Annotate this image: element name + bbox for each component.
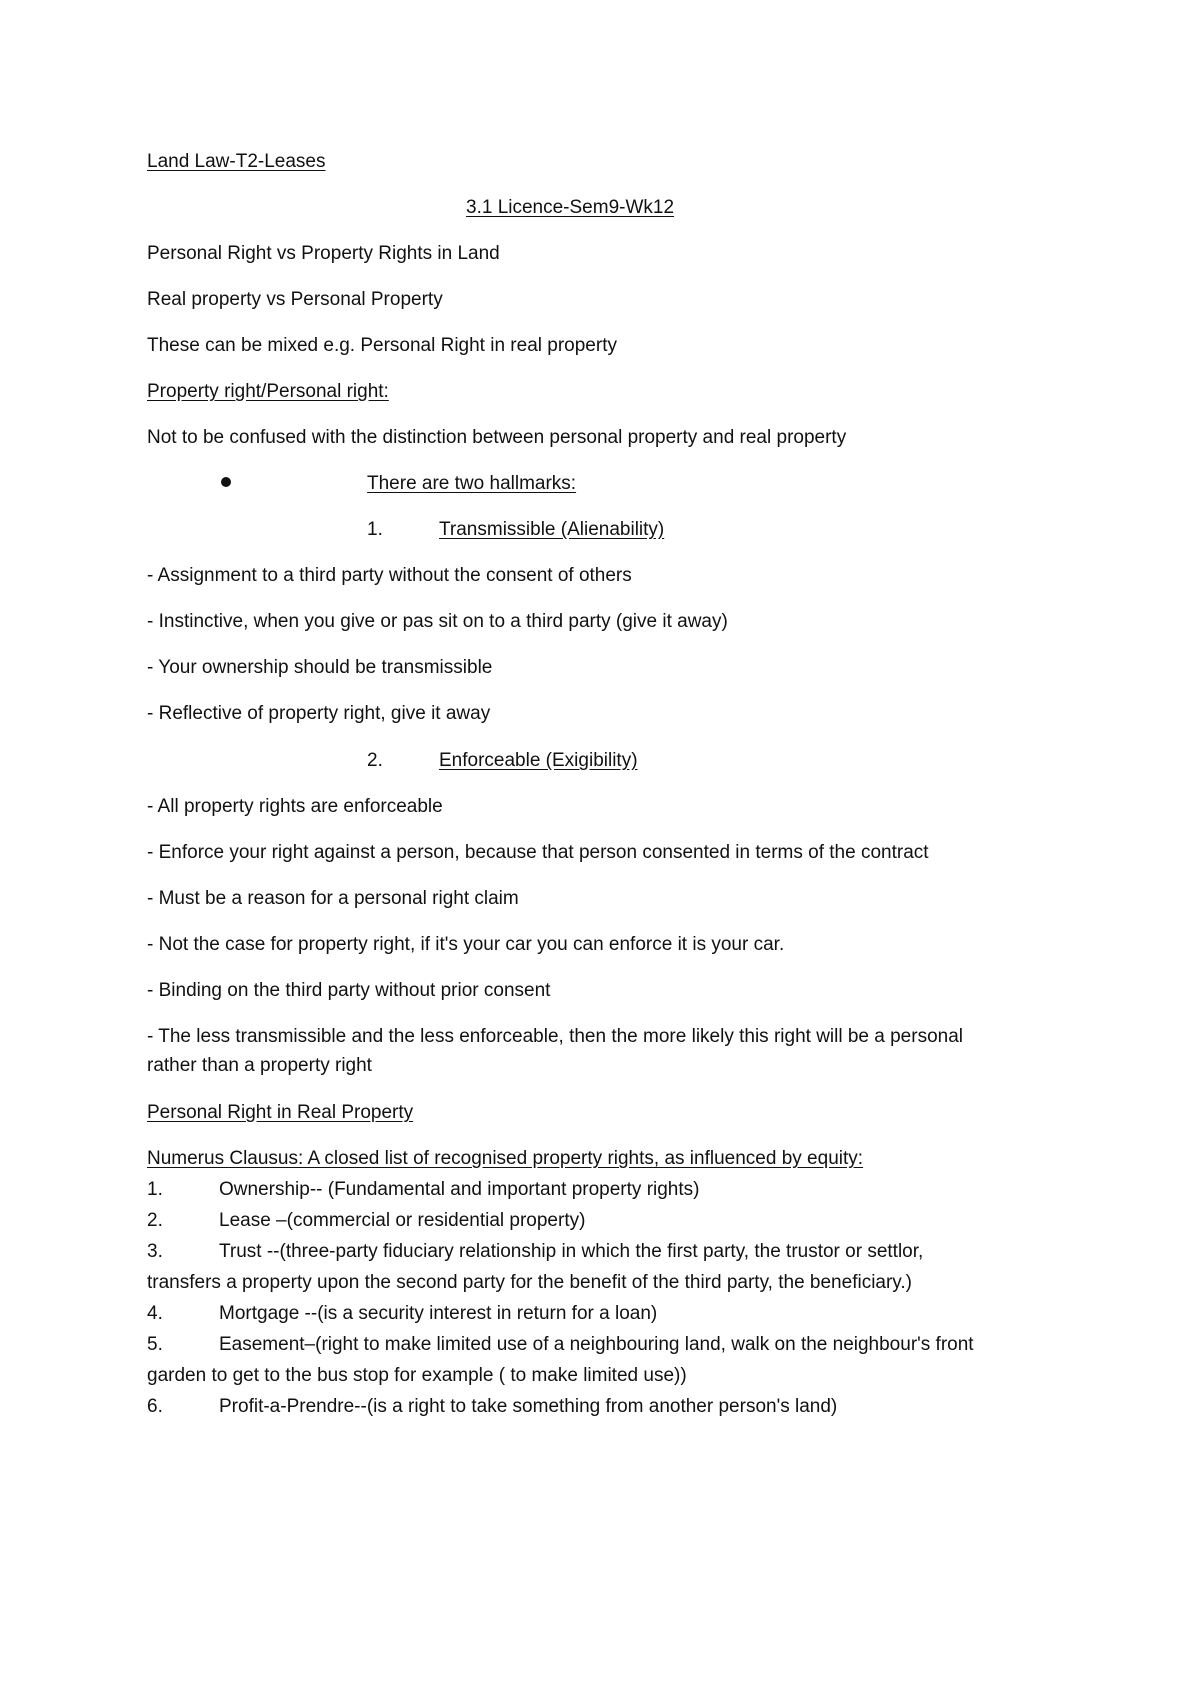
hallmark-2-number: 2.	[367, 750, 383, 771]
list-item-text: Ownership-- (Fundamental and important property rights)	[219, 1179, 700, 1200]
hallmark-2-point: - The less transmissible and the less enforceable, then the more likely this right will be a personal	[147, 1026, 963, 1047]
list-item-continuation: garden to get to the bus stop for example ( to make limited use))	[147, 1365, 687, 1386]
hallmark-2-heading	[367, 748, 638, 774]
hallmark-1-title: Transmissible (Alienability)	[439, 519, 665, 540]
list-item-number: 4.	[147, 1303, 163, 1324]
list-item	[147, 1394, 837, 1420]
list-item	[147, 1208, 585, 1234]
hallmark-2-point: - All property rights are enforceable	[147, 796, 443, 817]
list-item-text: Lease –(commercial or residential property)	[219, 1210, 586, 1231]
list-item-number: 2.	[147, 1210, 163, 1231]
hallmark-1-heading	[367, 517, 664, 543]
list-item	[147, 1301, 657, 1327]
list-item-number: 5.	[147, 1334, 163, 1355]
hallmark-2-title: Enforceable (Exigibility)	[439, 750, 638, 771]
real-property-heading: Personal Right in Real Property	[147, 1102, 414, 1123]
list-item-continuation: transfers a property upon the second party for the benefit of the third party, the beneficiary.)	[147, 1272, 913, 1293]
section-title: 3.1 Licence-Sem9-Wk12	[466, 197, 675, 218]
hallmark-2-point: - Not the case for property right, if it's your car you can enforce it is your car.	[147, 934, 785, 955]
hallmark-1-point: - Reflective of property right, give it away	[147, 703, 491, 724]
document-title: Land Law-T2-Leases	[147, 151, 326, 172]
hallmark-2-point: - Binding on the third party without prior consent	[147, 980, 551, 1001]
property-personal-heading: Property right/Personal right:	[147, 381, 389, 402]
list-item-text: Trust --(three-party fiduciary relationship in which the first party, the trustor or settlor,	[219, 1241, 924, 1262]
list-item-text: Mortgage --(is a security interest in return for a loan)	[219, 1303, 658, 1324]
hallmark-1-point: - Assignment to a third party without the consent of others	[147, 565, 632, 586]
list-item	[147, 1177, 699, 1203]
hallmark-2-point: - Must be a reason for a personal right claim	[147, 888, 519, 909]
hallmark-2-point: - Enforce your right against a person, because that person consented in terms of the contract	[147, 842, 929, 863]
list-item-number: 6.	[147, 1396, 163, 1417]
hallmark-1-point: - Your ownership should be transmissible	[147, 657, 493, 678]
list-item	[147, 1332, 974, 1358]
intro-line-1: Personal Right vs Property Rights in Land	[147, 243, 500, 264]
intro-line-2: Real property vs Personal Property	[147, 289, 443, 310]
list-item-text: Profit-a-Prendre--(is a right to take something from another person's land)	[219, 1396, 838, 1417]
bullet-dot-icon	[221, 477, 231, 487]
distinction-note: Not to be confused with the distinction between personal property and real property	[147, 427, 847, 448]
list-item	[147, 1239, 923, 1265]
list-item-number: 1.	[147, 1179, 163, 1200]
hallmark-2-point: rather than a property right	[147, 1055, 372, 1076]
hallmark-1-point: - Instinctive, when you give or pas sit on to a third party (give it away)	[147, 611, 728, 632]
intro-line-3: These can be mixed e.g. Personal Right in real property	[147, 335, 617, 356]
hallmarks-label: There are two hallmarks:	[367, 473, 577, 494]
list-item-text: Easement–(right to make limited use of a neighbouring land, walk on the neighbour's front	[219, 1334, 974, 1355]
numerus-clausus-heading: Numerus Clausus: A closed list of recognised property rights, as influenced by equity:	[147, 1148, 864, 1169]
list-item-number: 3.	[147, 1241, 163, 1262]
hallmark-1-number: 1.	[367, 519, 383, 540]
